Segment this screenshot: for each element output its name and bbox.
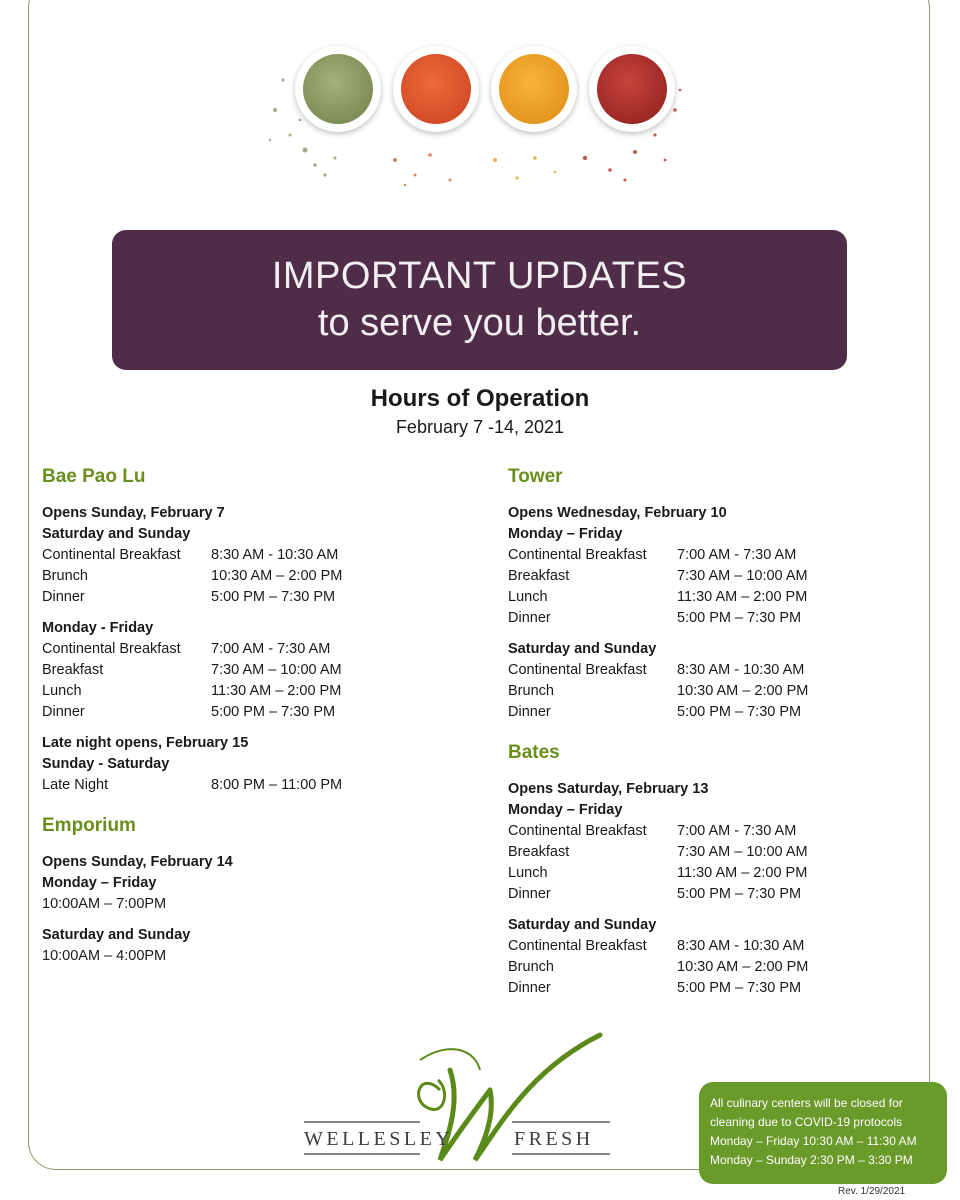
hours-row: [42, 681, 462, 702]
hours-row: [42, 587, 462, 608]
meal-time: 5:00 PM – 7:30 PM: [677, 886, 802, 902]
meal-time: 7:30 AM – 10:00 AM: [677, 568, 808, 584]
meal-name: Continental Breakfast: [42, 641, 181, 657]
meal-time: 7:00 AM - 7:30 AM: [211, 641, 331, 657]
meal-time: 7:30 AM – 10:00 AM: [211, 662, 342, 678]
left-column: [42, 463, 462, 967]
schedule-label: Saturday and Sunday: [508, 641, 657, 657]
location-name: Bae Pao Lu: [42, 466, 146, 487]
spice-bowls-image: [255, 40, 695, 200]
hours-row: [508, 587, 928, 608]
meal-time: 8:30 AM - 10:30 AM: [677, 662, 805, 678]
meal-name: Dinner: [508, 704, 551, 720]
opening-date: Opens Saturday, February 13: [508, 781, 709, 797]
turmeric-bowl: [491, 46, 577, 132]
emporium-section: [42, 812, 462, 967]
meal-name: Breakfast: [42, 662, 104, 678]
meal-name: Breakfast: [508, 568, 570, 584]
date-range: February 7 -14, 2021: [395, 417, 565, 437]
hours-row: [508, 681, 928, 702]
schedule-label: Monday - Friday: [42, 620, 154, 636]
hours-row: [508, 821, 928, 842]
meal-time: 8:30 AM - 10:30 AM: [677, 938, 805, 954]
meal-time: 10:30 AM – 2:00 PM: [677, 683, 809, 699]
meal-name: Lunch: [508, 589, 548, 605]
wellesley-fresh-logo: [300, 1030, 620, 1170]
meal-time: 11:30 AM – 2:00 PM: [677, 589, 808, 605]
revision-date: Rev. 1/29/2021: [838, 1186, 906, 1197]
meal-time: 7:00 AM - 7:30 AM: [677, 823, 797, 839]
hours-row: [508, 978, 928, 999]
hours-row: [508, 936, 928, 957]
meal-name: Dinner: [42, 704, 85, 720]
schedule-label: Saturday and Sunday: [42, 526, 191, 542]
schedule-label: Monday – Friday: [508, 802, 623, 818]
meal-name: Brunch: [508, 683, 554, 699]
schedule-label: Saturday and Sunday: [42, 927, 191, 943]
meal-name: Breakfast: [508, 844, 570, 860]
meal-name: Dinner: [508, 980, 551, 996]
meal-name: Continental Breakfast: [508, 823, 647, 839]
meal-name: Continental Breakfast: [508, 662, 647, 678]
bae-pao-lu-section: [42, 463, 462, 796]
meal-name: Dinner: [508, 610, 551, 626]
meal-name: Lunch: [42, 683, 82, 699]
schedule-label: Monday – Friday: [508, 526, 623, 542]
schedule-label: Sunday - Saturday: [42, 756, 170, 772]
opening-date: Late night opens, February 15: [42, 735, 249, 751]
notice-line: All culinary centers will be closed for: [710, 1096, 903, 1110]
logo-wordmark-left: WELLESLEY: [304, 1128, 454, 1150]
meal-time: 5:00 PM – 7:30 PM: [211, 589, 336, 605]
meal-time: 10:30 AM – 2:00 PM: [211, 568, 343, 584]
meal-name: Continental Breakfast: [508, 547, 647, 563]
meal-time: 7:30 AM – 10:00 AM: [677, 844, 808, 860]
meal-name: Brunch: [42, 568, 88, 584]
banner-subline: to serve you better.: [317, 302, 642, 344]
meal-time: 7:00 AM - 7:30 AM: [677, 547, 797, 563]
meal-time: 5:00 PM – 7:30 PM: [677, 704, 802, 720]
store-hours: 10:00AM – 4:00PM: [42, 948, 167, 964]
logo-wordmark-right: FRESH: [514, 1128, 594, 1150]
meal-time: 11:30 AM – 2:00 PM: [211, 683, 342, 699]
chili-flakes-bowl: [589, 46, 675, 132]
meal-name: Continental Breakfast: [42, 547, 181, 563]
schedule-label: Monday – Friday: [42, 875, 157, 891]
notice-line: Monday – Sunday 2:30 PM – 3:30 PM: [710, 1153, 913, 1167]
paprika-bowl: [393, 46, 479, 132]
notice-line: cleaning due to COVID-19 protocols: [710, 1115, 903, 1129]
meal-time: 8:30 AM - 10:30 AM: [211, 547, 339, 563]
green-herb-bowl: [295, 46, 381, 132]
hours-row: [508, 884, 928, 905]
hours-row: [42, 639, 462, 660]
page-title: Hours of Operation: [370, 385, 590, 412]
meal-name: Dinner: [508, 886, 551, 902]
hours-row: [42, 702, 462, 723]
meal-name: Continental Breakfast: [508, 938, 647, 954]
hours-row: [42, 775, 462, 796]
location-name: Tower: [508, 466, 563, 487]
hours-row: [508, 660, 928, 681]
meal-time: 5:00 PM – 7:30 PM: [211, 704, 336, 720]
meal-time: 8:00 PM – 11:00 PM: [211, 777, 343, 793]
hours-row: [42, 545, 462, 566]
hours-row: [508, 545, 928, 566]
banner-headline: IMPORTANT UPDATES: [271, 255, 688, 297]
hours-row: [508, 842, 928, 863]
updates-banner: [112, 230, 847, 370]
right-column: [508, 463, 928, 999]
hours-row: [508, 566, 928, 587]
meal-time: 5:00 PM – 7:30 PM: [677, 980, 802, 996]
opening-date: Opens Sunday, February 7: [42, 505, 225, 521]
hours-row: [508, 957, 928, 978]
hours-row: [508, 863, 928, 884]
meal-name: Dinner: [42, 589, 85, 605]
bates-section: [508, 739, 928, 999]
covid-closure-notice: [699, 1082, 947, 1184]
schedule-label: Saturday and Sunday: [508, 917, 657, 933]
notice-line: Monday – Friday 10:30 AM – 11:30 AM: [710, 1134, 917, 1148]
store-hours: 10:00AM – 7:00PM: [42, 896, 167, 912]
meal-name: Brunch: [508, 959, 554, 975]
hours-row: [508, 608, 928, 629]
meal-time: 11:30 AM – 2:00 PM: [677, 865, 808, 881]
tower-section: [508, 463, 928, 723]
meal-time: 5:00 PM – 7:30 PM: [677, 610, 802, 626]
hours-row: [42, 566, 462, 587]
location-name: Emporium: [42, 815, 136, 836]
hours-row: [508, 702, 928, 723]
opening-date: Opens Sunday, February 14: [42, 854, 233, 870]
meal-time: 10:30 AM – 2:00 PM: [677, 959, 809, 975]
meal-name: Late Night: [42, 777, 109, 793]
meal-name: Lunch: [508, 865, 548, 881]
location-name: Bates: [508, 742, 560, 763]
hours-row: [42, 660, 462, 681]
opening-date: Opens Wednesday, February 10: [508, 505, 727, 521]
